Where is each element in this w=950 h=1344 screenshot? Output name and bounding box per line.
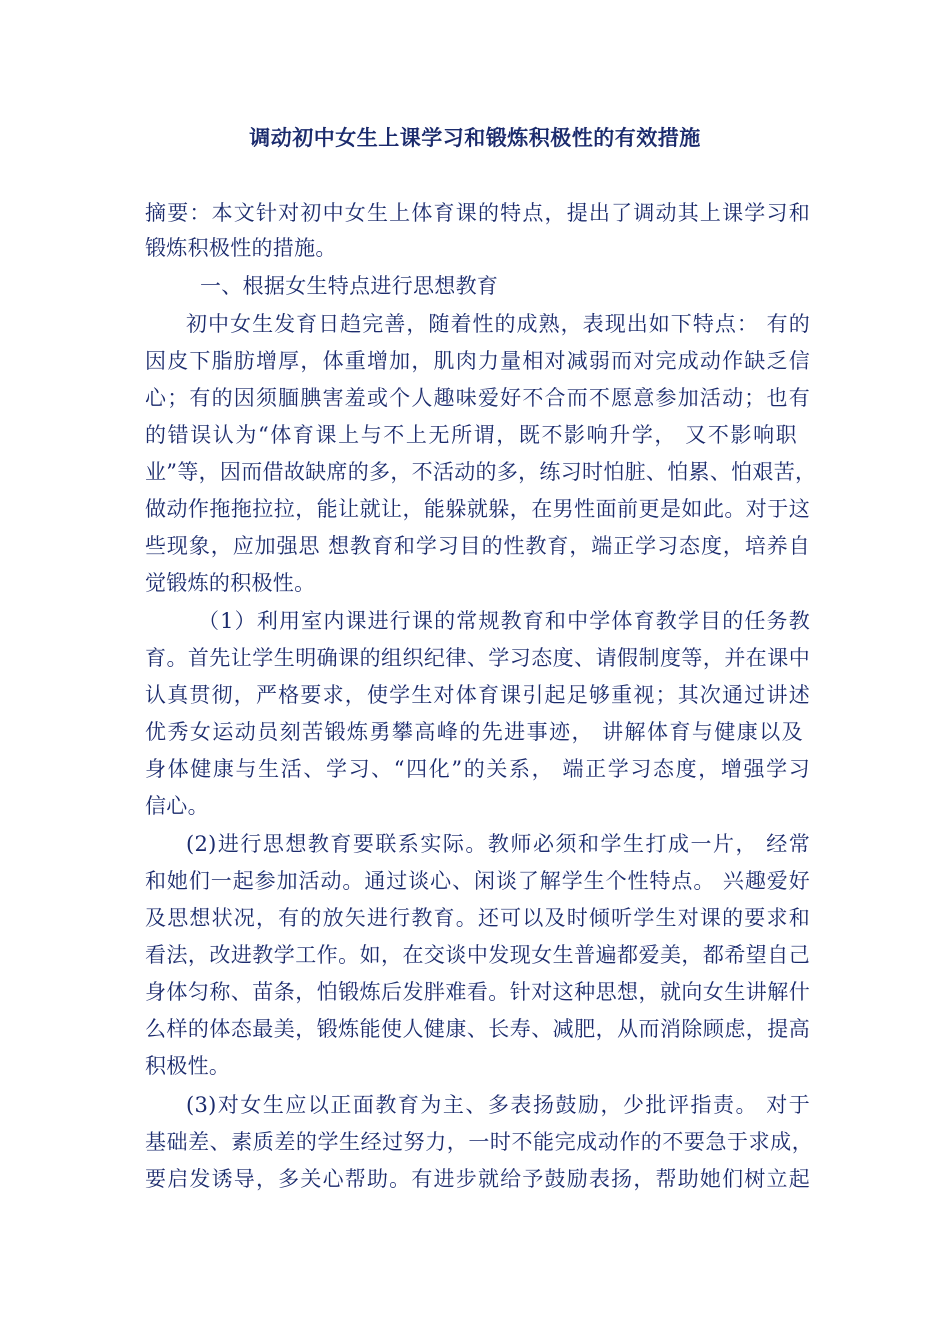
paragraph-line: 和她们一起参加活动。通过谈心、闲谈了解学生个性特点。 兴趣爱好 <box>145 869 810 893</box>
paragraph-line: 初中女生发育日趋完善，随着性的成熟，表现出如下特点： 有的 <box>186 312 810 336</box>
paragraph-line: 积极性。 <box>145 1054 231 1078</box>
paragraph-line: 看法，改进教学工作。如，在交谈中发现女生普遍都爱美，都希望自己 <box>145 943 810 967</box>
paragraph-line: 育。首先让学生明确课的组织纪律、学习态度、请假制度等，并在课中 <box>145 646 810 670</box>
paragraph-line: (3)对女生应以正面教育为主、多表扬鼓励，少批评指责。 对于 <box>186 1093 810 1117</box>
paragraph-line: 要启发诱导，多关心帮助。有进步就给予鼓励表扬，帮助她们树立起 <box>145 1167 810 1191</box>
paragraph-line: 些现象，应加强思 想教育和学习目的性教育，端正学习态度，培养自 <box>145 534 810 558</box>
paragraph-line: 摘要：本文针对初中女生上体育课的特点，提出了调动其上课学习和 <box>145 201 810 225</box>
paragraph-line: 心；有的因须腼腆害羞或个人趣味爱好不合而不愿意参加活动；也有 <box>145 386 810 410</box>
paragraph-line: 认真贯彻，严格要求，使学生对体育课引起足够重视；其次通过讲述 <box>145 683 810 707</box>
paragraph-line: 信心。 <box>145 794 209 818</box>
paragraph-line: （1）利用室内课进行课的常规教育和中学体育教学目的任务教 <box>198 609 810 633</box>
paragraph-line: 基础差、素质差的学生经过努力，一时不能完成动作的不要急于求成， <box>145 1130 813 1154</box>
paragraph-line: 锻炼积极性的措施。 <box>145 236 337 260</box>
paragraph-line: 做动作拖拖拉拉，能让就让，能躲就躲，在男性面前更是如此。对于这 <box>145 497 810 521</box>
paragraph-line: 么样的体态最美，锻炼能使人健康、长寿、减肥，从而消除顾虑，提高 <box>145 1017 810 1041</box>
paragraph-line: 因皮下脂肪增厚，体重增加，肌肉力量相对减弱而对完成动作缺乏信 <box>145 349 810 373</box>
paragraph-line: 觉锻炼的积极性。 <box>145 571 316 595</box>
section-heading: 一、根据女生特点进行思想教育 <box>200 274 499 298</box>
paragraph-line: 身体健康与生活、学习、“四化”的关系， 端正学习态度，增强学习 <box>145 757 810 781</box>
paragraph-line: 优秀女运动员刻苦锻炼勇攀高峰的先进事迹， 讲解体育与健康以及 <box>145 720 803 744</box>
document-title: 调动初中女生上课学习和锻炼积极性的有效措施 <box>249 125 701 150</box>
paragraph-line: 的错误认为“体育课上与不上无所谓，既不影响升学， 又不影响职 <box>145 423 797 447</box>
paragraph-line: (2)进行思想教育要联系实际。教师必须和学生打成一片， 经常 <box>186 832 810 856</box>
paragraph-line: 及思想状况，有的放矢进行教育。还可以及时倾听学生对课的要求和 <box>145 906 810 930</box>
paragraph-line: 业”等，因而借故缺席的多，不活动的多，练习时怕脏、怕累、怕艰苦， <box>145 460 817 484</box>
paragraph-line: 身体匀称、苗条，怕锻炼后发胖难看。针对这种思想，就向女生讲解什 <box>145 980 810 1004</box>
